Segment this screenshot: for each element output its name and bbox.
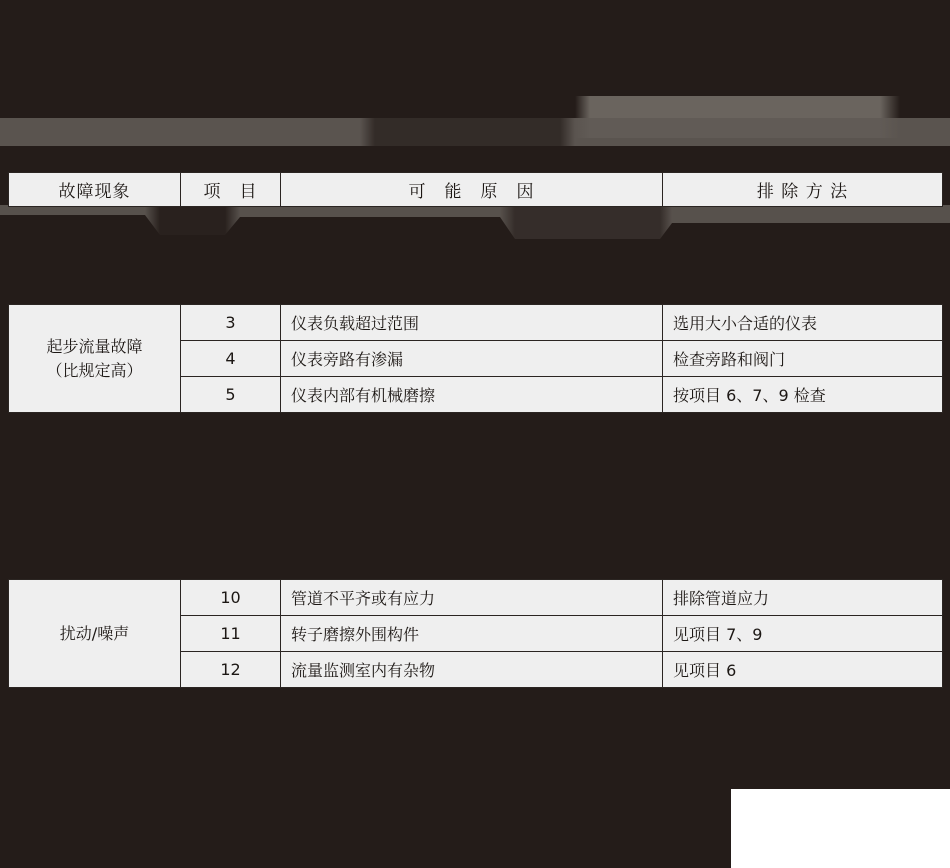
cell-item: 5 xyxy=(181,377,281,413)
phenomenon-line-2: （比规定高） xyxy=(46,360,143,380)
cell-item: 4 xyxy=(181,341,281,377)
cell-remedy: 见项目 6 xyxy=(663,652,943,688)
table-header-row xyxy=(9,173,943,207)
cell-phenomenon xyxy=(9,305,181,413)
cell-cause: 管道不平齐或有应力 xyxy=(281,580,663,616)
cell-item: 12 xyxy=(181,652,281,688)
table-row xyxy=(9,305,943,341)
cell-item: 11 xyxy=(181,616,281,652)
table-block-startup-flow-fault xyxy=(8,304,943,413)
scan-artifact-top-secondary xyxy=(0,118,950,146)
cell-item: 10 xyxy=(181,580,281,616)
column-header-item: 项 目 xyxy=(181,173,281,207)
table-header-strip xyxy=(8,172,943,207)
column-header-phenomenon: 故障现象 xyxy=(9,173,181,207)
cell-remedy: 选用大小合适的仪表 xyxy=(663,305,943,341)
table-block-disturbance-noise xyxy=(8,579,943,688)
page-corner-white xyxy=(731,789,950,868)
column-header-cause: 可 能 原 因 xyxy=(281,173,663,207)
cell-cause: 仪表负载超过范围 xyxy=(281,305,663,341)
cell-cause: 仪表内部有机械磨擦 xyxy=(281,377,663,413)
cell-cause: 流量监测室内有杂物 xyxy=(281,652,663,688)
cell-remedy: 检查旁路和阀门 xyxy=(663,341,943,377)
phenomenon-line-1: 起步流量故障 xyxy=(46,336,143,356)
cell-remedy: 见项目 7、9 xyxy=(663,616,943,652)
cell-phenomenon: 扰动/噪声 xyxy=(9,580,181,688)
cell-remedy: 按项目 6、7、9 检查 xyxy=(663,377,943,413)
cell-remedy: 排除管道应力 xyxy=(663,580,943,616)
cell-item: 3 xyxy=(181,305,281,341)
column-header-remedy: 排 除 方 法 xyxy=(663,173,943,207)
table-row xyxy=(9,580,943,616)
cell-cause: 仪表旁路有渗漏 xyxy=(281,341,663,377)
cell-cause: 转子磨擦外围构件 xyxy=(281,616,663,652)
